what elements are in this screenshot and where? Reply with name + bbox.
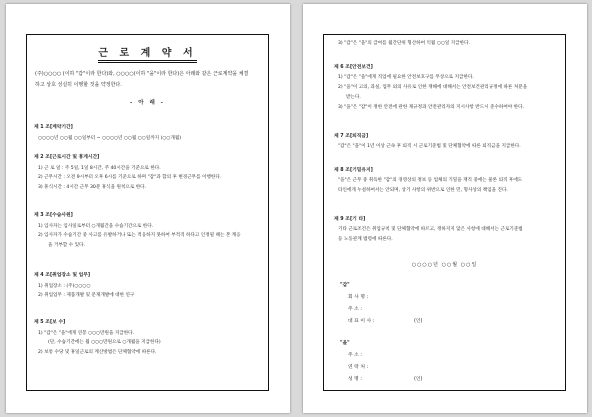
below-heading: - 아 래 -	[130, 100, 165, 106]
section-5-salary-continued: 3) "갑"은 "을"의 급여를 월간단위 형산하여 익월 ○○일 지급한다.	[338, 41, 470, 46]
section-2-working-hours: 제 2 조[근로시간 및 휴게시간] 1) 근 로 일 : 주 5일, 1일 8시간, 주 40시간을 기준으로 한다. 2) 근무시간 : 오전 9시부터 오후 6시를 기준으로 하며 "갑"과 합의 후 변경근무를 이행한다. 3) 휴식시간 : 4시간 근무 30분 휴식을 원칙으로 한다.	[34, 155, 222, 190]
section-9-other: 제 9 조[기 타] 기타 근로조건은 취업규칙 및 단체협약에 따르고, 정하지지 않은 사항에 대해서는 근로기준법 등 노동관계 법령에 따른다.	[334, 217, 523, 242]
section-1-contract-period: 제 1 조[계약기간] ○○○○년 ○○월 ○○일부터 ~ ○○○○년 ○○월 ○○일까지 (○○개월)	[34, 125, 182, 141]
contract-frame-continued	[323, 34, 566, 391]
party-b-employee: "을" 주 소 : 연 락 처 : 성 명 : (인)	[340, 338, 422, 386]
contract-frame	[26, 34, 269, 391]
document-page-2	[303, 4, 587, 413]
document-page-1	[6, 4, 290, 413]
party-a-employer: "갑" 회 사 명 : 주 소 : 대 표 이 사 : (인)	[340, 280, 422, 328]
intro-paragraph: (주)○○○○ (이하 "갑"이라 한다)와, ○○○○(이하 "을"이라 한다)은 아래와 같은 근로계약을 체결 하고 상호 성실히 이행할 것을 약정한다.	[35, 71, 249, 88]
section-5-salary: 제 5 조[보 수] 1) "갑"은 "을"에게 연봉 ○○○만원을 지급한다. (단, 수습기간에는 월 ○○○만원으로 ○개월을 지급한다) 2) 보통 수당 및 휴일근로의 계산방법은 단체협약에 따른다.	[34, 320, 161, 355]
seal-mark: (인)	[414, 319, 423, 324]
section-6-safety: 제 6 조[안전보건] 1) "갑"은 "을"에게 직업에 필요한 안전보호구를 무상으로 지급한다. 2) "을"이 고의, 과실, 업무 외의 사유로 인한 재해에 대해서는 안전보건관리규정에 따른 처분을 받는다. 3) "을"은 "갑"이 정한 안전에 관한 제규정과 안전관리자의 지시사항 반드시 준수하여야 한다.	[334, 65, 528, 110]
section-7-severance: 제 7 조[퇴직금] "갑"은 "을"이 1년 이상 근속 후 퇴직 시 근로기준법 및 단체협약에 따른 퇴직금을 지급한다.	[334, 134, 521, 149]
section-3-probation: 제 3 조[수습사원] 1) 입사자는 입사일로부터 ○개월간을 수습기간으로 한다. 2) 입사자가 수습기간 중 사고를 유발하거나 또는 적응하지 못하여 부적격 하다고 인정될 때는 본 계응 을 거부할 수 있다.	[34, 213, 241, 248]
section-4-workplace: 제 4 조[취업장소 및 업무] 1) 취업장소 : (주)○○○○ 2) 취업업무 : 제품개발 및 문제개발에 대한 연구	[34, 273, 135, 298]
section-8-confidentiality: 제 8 조[기밀유지] "을"은 근무 중 취득한 "갑"의 경영상의 정보 등 업체의 기밀을 재직 중에는 물론 퇴직 후에도 타인에게 누설하여서는 안되며, 상기 사항의 위반으로 인한 민, 형사상의 책임을 진다.	[334, 168, 523, 193]
seal-mark: (인)	[414, 377, 423, 382]
document-title: 근 로 계 약 서	[98, 48, 197, 59]
contract-date: ○○○○년 ○○월 ○○일	[411, 262, 478, 268]
